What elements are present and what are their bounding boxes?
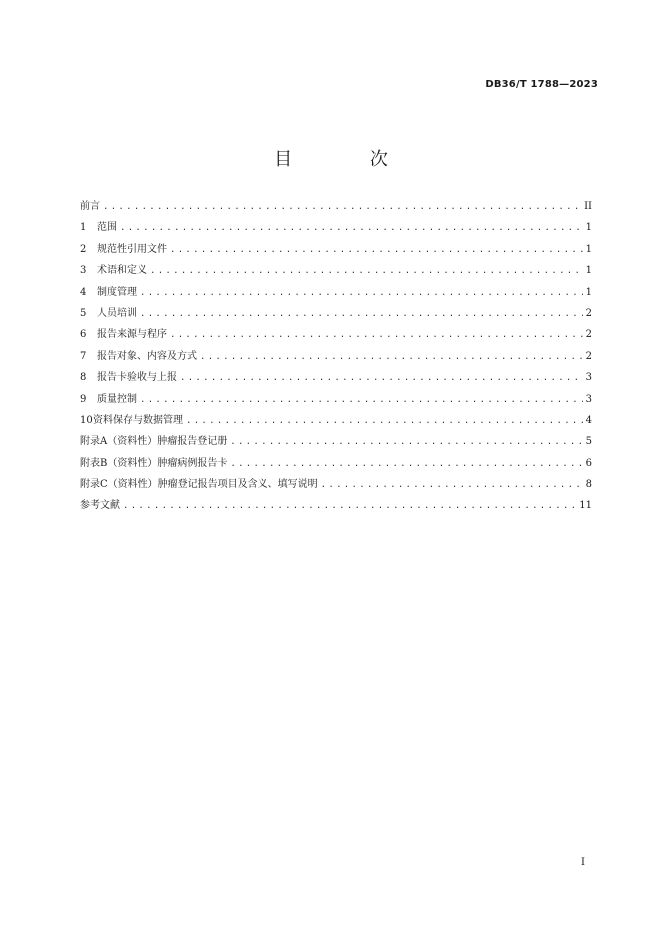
toc-entry-title: 人员培训 <box>97 307 137 319</box>
toc-entry-number: 3 <box>80 265 87 277</box>
toc-entry-page: 1 <box>585 286 592 298</box>
toc-entry-page: 2 <box>585 350 592 362</box>
toc-entry-title: 报告对象、内容及方式 <box>97 350 197 362</box>
toc-entry-normative-references[interactable] <box>80 243 592 264</box>
toc-entry-number: 5 <box>80 307 87 319</box>
toc-entry-appendix-a[interactable] <box>80 435 592 456</box>
toc-entry-title: 制度管理 <box>97 286 137 298</box>
toc-entry-number: 1 <box>80 222 87 234</box>
toc-entry-number: 6 <box>80 329 87 341</box>
toc-entry-foreword[interactable] <box>80 200 592 221</box>
dot-leader <box>321 478 583 492</box>
toc-entry-appendix-b[interactable] <box>80 457 592 478</box>
toc-entry-page: 11 <box>579 500 592 512</box>
toc-entry-page: 6 <box>585 457 592 469</box>
document-code: DB36/T 1788—2023 <box>485 79 598 90</box>
toc-entry-report-objects[interactable] <box>80 350 592 371</box>
dot-leader <box>140 393 583 407</box>
toc-entry-title: 术语和定义 <box>97 265 147 277</box>
dot-leader <box>140 307 583 321</box>
dot-leader <box>150 264 583 278</box>
toc-entry-title: 附表B（资料性）肿瘤病例报告卡 <box>80 457 228 469</box>
toc-title: 目 次 <box>274 149 424 170</box>
toc-entry-title: 报告卡验收与上报 <box>97 372 177 384</box>
dot-leader <box>186 414 583 428</box>
page-number: I <box>581 857 585 868</box>
toc-entry-title: 前言 <box>80 201 100 212</box>
toc-entry-title: 质量控制 <box>97 393 137 405</box>
toc-entry-title: 范围 <box>97 222 117 234</box>
toc-entry-title: 附录A（资料性）肿瘤报告登记册 <box>80 436 228 448</box>
toc-entry-title: 规范性引用文件 <box>97 243 167 255</box>
toc-entry-staff-training[interactable] <box>80 307 592 328</box>
toc-entry-appendix-c[interactable] <box>80 478 592 499</box>
toc-entry-page: 3 <box>585 372 592 384</box>
toc-entry-page: 1 <box>585 265 592 277</box>
toc-entry-system-management[interactable] <box>80 286 592 307</box>
dot-leader <box>103 200 581 214</box>
dot-leader <box>230 457 582 471</box>
toc-entry-number: 8 <box>80 372 87 384</box>
toc-entry-page: 5 <box>585 436 592 448</box>
toc-entry-number: 9 <box>80 393 87 405</box>
toc-entry-quality-control[interactable] <box>80 393 592 414</box>
dot-leader <box>170 243 583 257</box>
toc-entry-terms-definitions[interactable] <box>80 264 592 285</box>
toc-entry-page: 2 <box>585 307 592 319</box>
toc-entry-title: 参考文献 <box>80 500 120 512</box>
toc-entry-bibliography[interactable] <box>80 499 592 520</box>
toc-entry-scope[interactable] <box>80 221 592 242</box>
toc-entry-page: 1 <box>585 222 592 234</box>
dot-leader <box>120 221 583 235</box>
toc-entry-page: 4 <box>585 414 592 426</box>
dot-leader <box>170 328 583 342</box>
toc-entry-data-management[interactable] <box>80 414 592 435</box>
toc-entry-title: 资料保存与数据管理 <box>93 414 183 426</box>
toc-entry-report-card-acceptance[interactable] <box>80 371 592 392</box>
toc-entry-number: 4 <box>80 286 87 298</box>
toc-entry-title: 附录C（资料性）肿瘤登记报告项目及含义、填写说明 <box>80 479 318 491</box>
toc-entry-page: 3 <box>585 393 592 405</box>
dot-leader <box>200 350 583 364</box>
toc-entry-report-sources[interactable] <box>80 328 592 349</box>
dot-leader <box>123 499 576 513</box>
toc-entry-page: 2 <box>585 329 592 341</box>
dot-leader <box>140 286 583 300</box>
table-of-contents <box>80 200 592 521</box>
dot-leader <box>230 435 582 449</box>
dot-leader <box>180 371 583 385</box>
toc-entry-number: 7 <box>80 350 87 362</box>
toc-entry-title: 报告来源与程序 <box>97 329 167 341</box>
toc-entry-page: 1 <box>585 243 592 255</box>
toc-entry-number: 10 <box>80 414 93 426</box>
toc-entry-page: II <box>584 201 592 212</box>
toc-entry-page: 8 <box>585 479 592 491</box>
toc-entry-number: 2 <box>80 243 87 255</box>
